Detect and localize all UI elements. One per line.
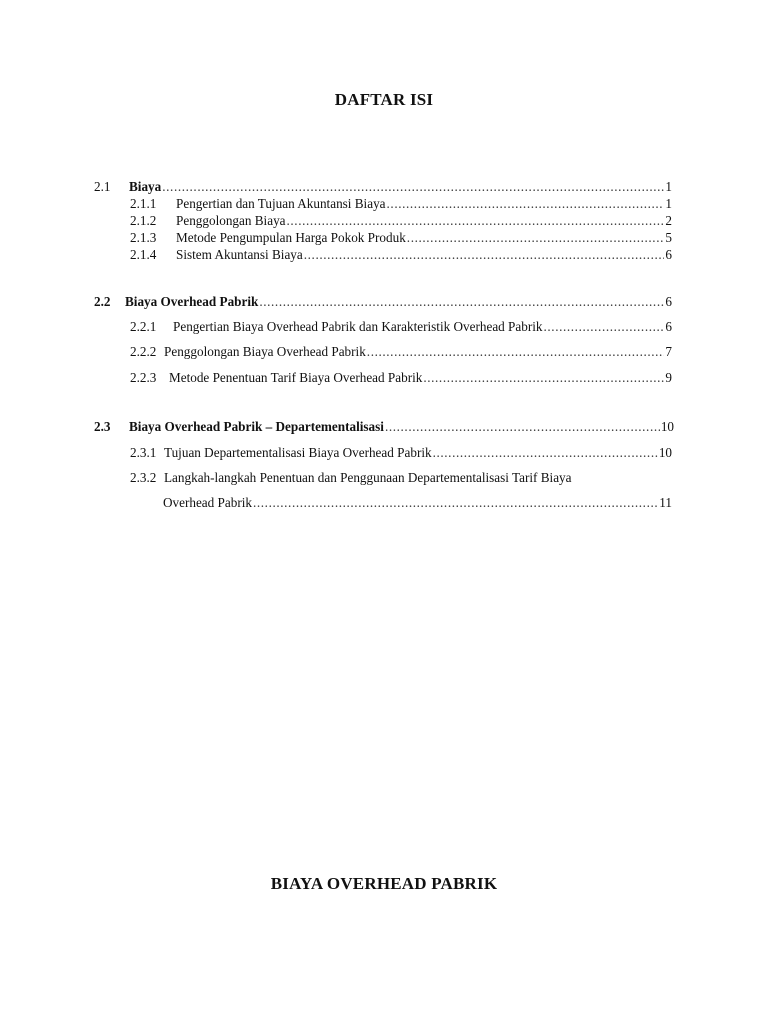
- toc-number: 2.3: [94, 419, 111, 434]
- toc-leader-dots: [544, 318, 665, 335]
- toc-entry-2-3-2-continuation[interactable]: [163, 494, 672, 511]
- toc-number: 2.1.4: [130, 247, 157, 262]
- page-title: DAFTAR ISI: [334, 90, 434, 109]
- toc-leader-dots: [304, 246, 665, 263]
- toc-page-number: 5: [665, 230, 672, 245]
- toc-title: Tujuan Departementalisasi Biaya Overhead Pabrik: [164, 445, 432, 460]
- toc-title: Metode Pengumpulan Harga Pokok Produk: [176, 230, 406, 245]
- toc-page-number: 6: [665, 247, 672, 262]
- toc-page-number: 2: [665, 213, 672, 228]
- toc-number: 2.2.3: [130, 370, 157, 385]
- toc-leader-dots: [385, 418, 660, 435]
- toc-page-number: 10: [658, 445, 672, 460]
- toc-title: Penggolongan Biaya Overhead Pabrik: [164, 344, 366, 359]
- toc-page-number: 10: [660, 419, 674, 434]
- toc-title: Pengertian Biaya Overhead Pabrik dan Karakteristik Overhead Pabrik: [173, 319, 543, 334]
- toc-number: 2.3.2: [130, 470, 157, 485]
- toc-leader-dots: [259, 293, 664, 310]
- toc-page-number: 7: [665, 344, 672, 359]
- toc-entry-2-2-3[interactable]: [130, 369, 672, 386]
- toc-entry-2-2-2[interactable]: [130, 343, 672, 360]
- section-heading: BIAYA OVERHEAD PABRIK: [270, 874, 498, 893]
- toc-title-continuation: Overhead Pabrik: [163, 495, 252, 510]
- toc-entry-2-3-2-first-line[interactable]: [130, 469, 572, 486]
- toc-leader-dots: [433, 444, 658, 461]
- toc-title: Penggolongan Biaya: [176, 213, 286, 228]
- toc-number: 2.1.2: [130, 213, 157, 228]
- toc-entry-2-1-4[interactable]: [130, 246, 672, 263]
- toc-entry-2-2-1[interactable]: [130, 318, 672, 335]
- toc-title: Langkah-langkah Penentuan dan Penggunaan Departementalisasi Tarif Biaya: [164, 470, 572, 485]
- toc-page-number: 1: [665, 179, 672, 194]
- toc-title: Biaya: [129, 179, 162, 194]
- toc-number: 2.1.1: [130, 196, 157, 211]
- toc-number: 2.2: [94, 294, 111, 309]
- toc-page-number: 6: [665, 294, 672, 309]
- toc-leader-dots: [387, 195, 665, 212]
- toc-page-number: 11: [659, 495, 672, 510]
- toc-title: Biaya Overhead Pabrik: [125, 294, 259, 309]
- toc-entry-2-3[interactable]: [94, 418, 674, 435]
- toc-entry-2-3-1[interactable]: [130, 444, 672, 461]
- toc-leader-dots: [287, 212, 665, 229]
- toc-leader-dots: [162, 178, 664, 195]
- toc-page-number: 6: [665, 319, 672, 334]
- toc-number: 2.2.1: [130, 319, 157, 334]
- toc-page-number: 9: [665, 370, 672, 385]
- toc-number: 2.2.2: [130, 344, 157, 359]
- toc-entry-2-1-2[interactable]: [130, 212, 672, 229]
- toc-leader-dots: [253, 494, 658, 511]
- toc-entry-2-1-3[interactable]: [130, 229, 672, 246]
- toc-number: 2.1.3: [130, 230, 157, 245]
- toc-leader-dots: [423, 369, 664, 386]
- toc-entry-2-2[interactable]: [94, 293, 672, 310]
- toc-title: Pengertian dan Tujuan Akuntansi Biaya: [176, 196, 386, 211]
- toc-number: 2.1: [94, 179, 111, 194]
- toc-entry-2-1[interactable]: [94, 178, 672, 195]
- toc-number: 2.3.1: [130, 445, 157, 460]
- toc-title: Sistem Akuntansi Biaya: [176, 247, 303, 262]
- toc-leader-dots: [367, 343, 665, 360]
- toc-title: Metode Penentuan Tarif Biaya Overhead Pabrik: [169, 370, 423, 385]
- toc-entry-2-1-1[interactable]: [130, 195, 672, 212]
- toc-page-number: 1: [665, 196, 672, 211]
- toc-leader-dots: [407, 229, 665, 246]
- toc-title: Biaya Overhead Pabrik – Departementalisasi: [129, 419, 384, 434]
